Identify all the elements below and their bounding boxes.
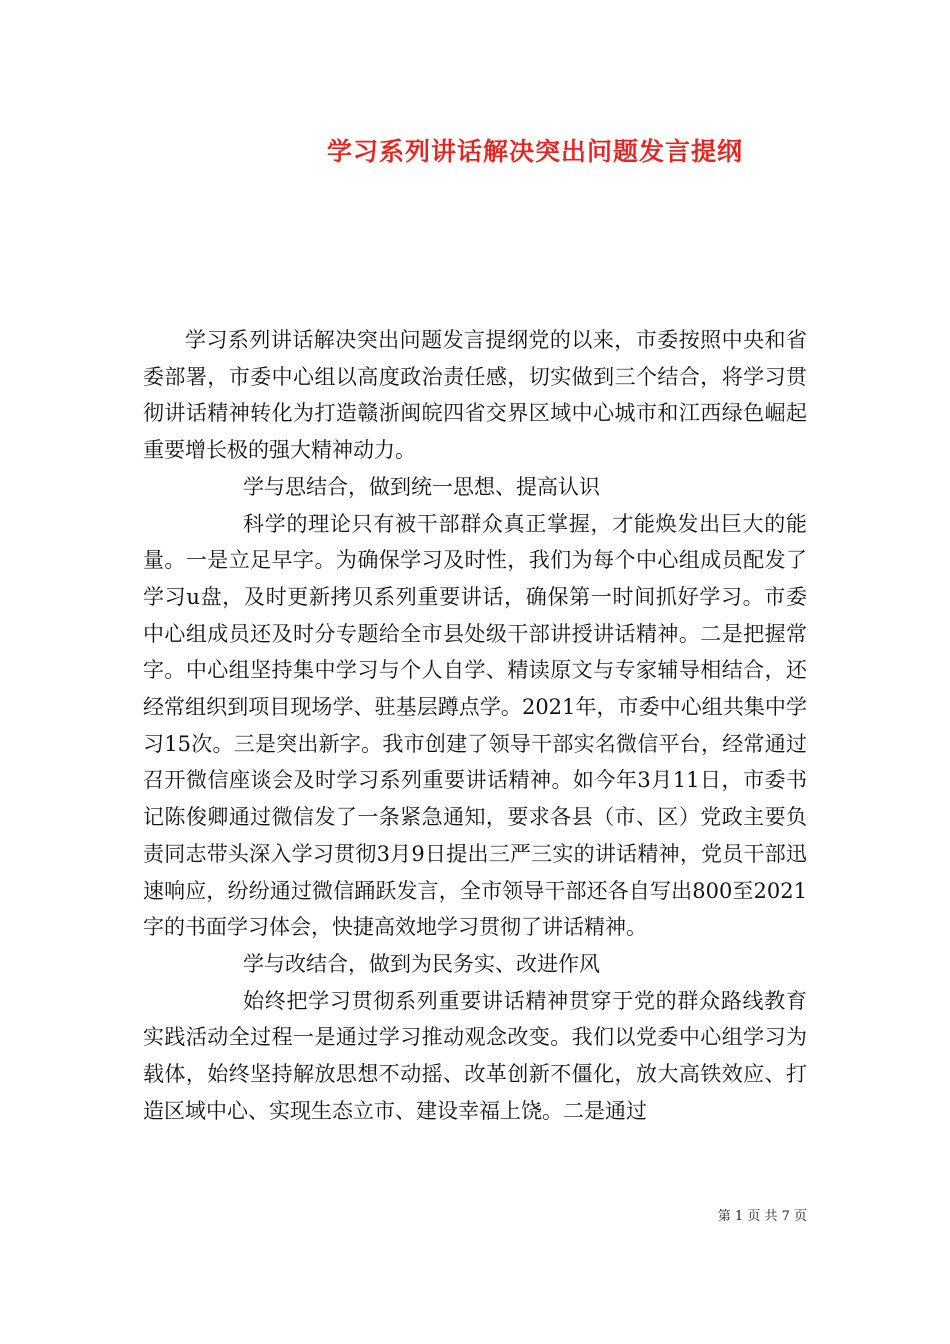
document-title: 学习系列讲话解决突出问题发言提纲: [326, 137, 743, 166]
page-number-footer: 第 1 页 共 7 页: [717, 1209, 807, 1224]
paragraph-intro: 学习系列讲话解决突出问题发言提纲党的以来，市委按照中央和省委部署，市委中心组以高度政治责任感，切实做到三个结合，将学习贯彻讲话精神转化为打造赣浙闽皖四省交界区域中心城市和江西绿色崛起重要增长极的强大精神动力。: [143, 328, 807, 463]
paragraph-study-thinking: 科学的理论只有被干部群众真正掌握，才能焕发出巨大的能量。一是立足早字。为确保学习及时性，我们为每个中心组成员配发了学习u盘，及时更新拷贝系列重要讲话，确保第一时间抓好学习。市委中心组成员还及时分专题给全市县处级干部讲授讲话精神。二是把握常字。中心组坚持集中学习与个人自学、精读原文与专家辅导相结合，还经常组织到项目现场学、驻基层蹲点学。2021年，市委中心组共集中学习15次。三是突出新字。我市创建了领导干部实名微信平台，经常通过召开微信座谈会及时学习系列重要讲话精神。如今年3月11日，市委书记陈俊卿通过微信发了一条紧急通知，要求各县（市、区）党政主要负责同志带头深入学习贯彻3月9日提出三严三实的讲话精神，党员干部迅速响应，纷纷通过微信踊跃发言，全市领导干部还各自写出800至2021字的书面学习体会，快捷高效地学习贯彻了讲话精神。: [143, 511, 807, 940]
paragraph-study-reform: 始终把学习贯彻系列重要讲话精神贯穿于党的群众路线教育实践活动全过程一是通过学习推动观念改变。我们以党委中心组学习为载体，始终坚持解放思想不动摇、改革创新不僵化，放大高铁效应、打造区域中心、实现生态立市、建设幸福上饶。二是通过: [143, 988, 807, 1123]
section-heading-study-reform: 学与改结合，做到为民务实、改进作风: [243, 951, 600, 976]
section-heading-study-thinking: 学与思结合，做到统一思想、提高认识: [243, 474, 600, 499]
document-body: [143, 322, 807, 1129]
